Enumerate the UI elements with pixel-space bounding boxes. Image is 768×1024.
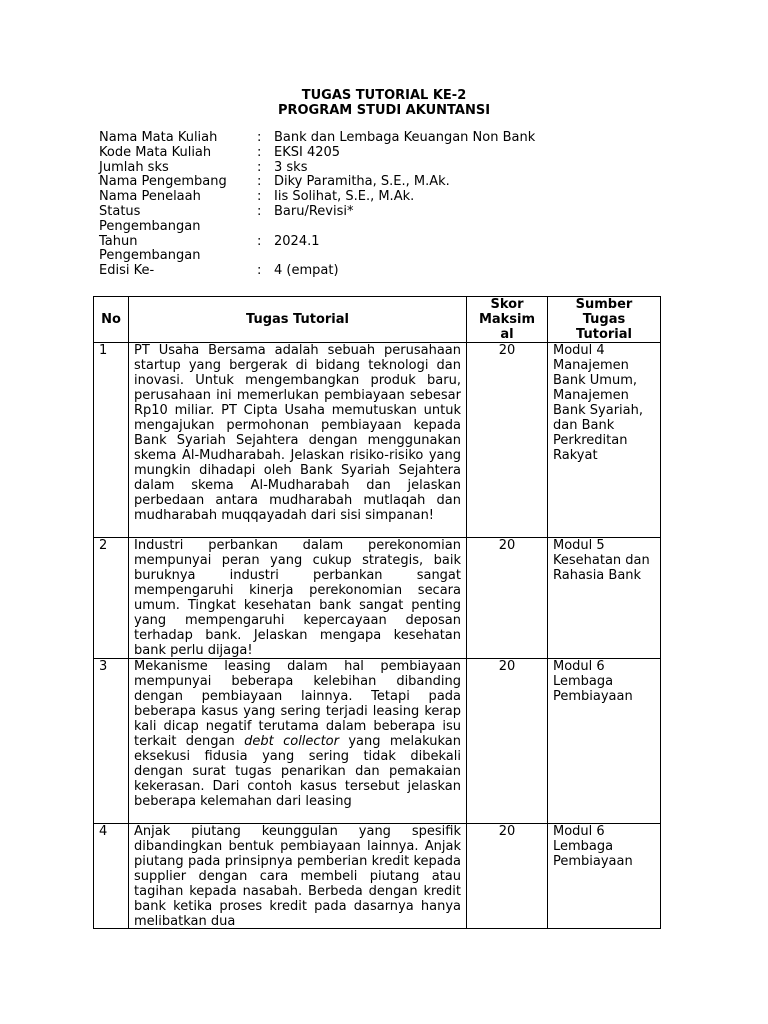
header-sumber: Sumber Tugas Tutorial — [548, 297, 661, 343]
document-title: TUGAS TUTORIAL KE-2 — [301, 88, 467, 103]
cell-tugas: Industri perbankan dalam perekonomian mempunyai peran yang cukup strategis, baik buruknya industri perbankan sangat mempengaruhi kinerja perekonomian secara umum. Tingkat kesehatan bank sangat penting yang mempengaruhi kepercayaan deposan terhadap bank. Jelaskan mengapa kesehatan bank perlu dijaga! — [129, 538, 467, 659]
cell-sumber: Modul 4 Manajemen Bank Umum, Manajemen Bank Syariah, dan Bank Perkreditan Rakyat — [548, 343, 661, 538]
info-label-line: Tahun — [99, 233, 138, 249]
info-colon: : — [257, 130, 262, 145]
info-label — [99, 235, 257, 265]
cell-skor: 20 — [467, 538, 548, 659]
cell-skor: 20 — [467, 659, 548, 824]
tugas-text: Anjak piutang keunggulan yang spesifik dibandingkan bentuk pembiayaan lainnya. Anjak piutang pada prinsipnya pemberian kredit kepada supplier dengan cara membeli piutang atau tagihan kepada nasabah. Berbeda dengan kredit bank ketika proses kredit pada dasarnya hanya melibatkan dua — [134, 824, 461, 928]
info-row-edition — [99, 264, 535, 279]
info-row-reviewer — [99, 190, 535, 205]
info-label: Nama Penelaah — [99, 189, 201, 205]
header-tugas: Tugas Tutorial — [129, 297, 467, 343]
info-value: Diky Paramitha, S.E., M.Ak. — [274, 174, 450, 190]
course-info — [99, 131, 535, 279]
info-value: 4 (empat) — [274, 263, 339, 279]
cell-tugas: PT Usaha Bersama adalah sebuah perusahaan startup yang bergerak di bidang teknologi dan inovasi. Untuk mengembangkan produk baru, perusahaan ini memerlukan pembiayaan sebesar Rp10 miliar. PT Cipta Usaha memutuskan untuk mengajukan permohonan pembiayaan kepada Bank Syariah Sejahtera dengan menggunakan skema Al-Mudharabah. Jelaskan risiko-risiko yang mungkin dihadapi oleh Bank Syariah Sejahtera dalam skema Al-Mudharabah dan jelaskan perbedaan antara mudharabah mutlaqah dan mudharabah muqqayadah dari sisi simpanan! — [129, 343, 467, 538]
tugas-text: Mekanisme leasing dalam hal pembiayaan mempunyai beberapa kelebihan dibanding dengan pembiayaan lainnya. Tetapi pada beberapa kasus yang sering terjadi leasing kerap kali dicap negatif terutama dalam beberapa isu terkait dengan — [134, 659, 461, 749]
info-label: Edisi Ke- — [99, 263, 155, 279]
tugas-emphasis: debt collector — [244, 734, 339, 749]
table-row — [94, 343, 661, 538]
info-colon: : — [257, 203, 262, 219]
cell-sumber: Modul 6 Lembaga Pembiayaan — [548, 659, 661, 824]
info-label-line: Status — [99, 203, 141, 219]
info-colon: : — [257, 189, 262, 205]
table-row — [94, 824, 661, 929]
info-colon: : — [257, 159, 262, 175]
cell-skor: 20 — [467, 824, 548, 929]
info-label: Nama Mata Kuliah — [99, 130, 218, 145]
info-colon: : — [257, 263, 262, 279]
info-value: EKSI 4205 — [274, 144, 341, 160]
cell-no: 4 — [94, 824, 129, 929]
cell-no: 2 — [94, 538, 129, 659]
info-value: 2024.1 — [274, 233, 320, 249]
info-label — [99, 205, 257, 235]
cell-sumber: Modul 5 Kesehatan dan Rahasia Bank — [548, 538, 661, 659]
tutorial-task-table — [93, 296, 661, 929]
info-value: Baru/Revisi* — [274, 203, 354, 219]
info-colon: : — [257, 174, 262, 190]
info-row-status — [99, 205, 535, 235]
table-header-row — [94, 297, 661, 343]
info-label-line: Pengembangan — [99, 218, 201, 234]
table-row — [94, 659, 661, 824]
header-skor: Skor Maksim al — [467, 297, 548, 343]
info-value: Bank dan Lembaga Keuangan Non Bank — [274, 130, 536, 145]
info-label: Kode Mata Kuliah — [99, 144, 212, 160]
info-label: Jumlah sks — [99, 159, 169, 175]
cell-no: 1 — [94, 343, 129, 538]
info-row-developer — [99, 175, 535, 190]
cell-skor: 20 — [467, 343, 548, 538]
info-row-course-code — [99, 146, 535, 161]
info-row-credits — [99, 161, 535, 176]
table-row — [94, 538, 661, 659]
header-no: No — [94, 297, 129, 343]
info-label: Nama Pengembang — [99, 174, 227, 190]
cell-sumber: Modul 6 Lembaga Pembiayaan — [548, 824, 661, 929]
info-row-year — [99, 235, 535, 265]
info-row-course-name — [99, 131, 535, 146]
cell-no: 3 — [94, 659, 129, 824]
info-value: 3 sks — [274, 159, 308, 175]
cell-tugas — [129, 659, 467, 824]
info-colon: : — [257, 144, 262, 160]
info-value: Iis Solihat, S.E., M.Ak. — [274, 189, 415, 205]
info-colon: : — [257, 233, 262, 249]
cell-tugas — [129, 824, 467, 929]
info-label-line: Pengembangan — [99, 248, 201, 264]
tugas-text: yang melakukan eksekusi fidusia yang sering tidak dibekali dengan surat tugas penarikan dan pemakaian kekerasan. Dari contoh kasus tersebut jelaskan beberapa kelemahan dari leasing — [134, 734, 461, 809]
document-subtitle: PROGRAM STUDI AKUNTANSI — [277, 103, 491, 118]
